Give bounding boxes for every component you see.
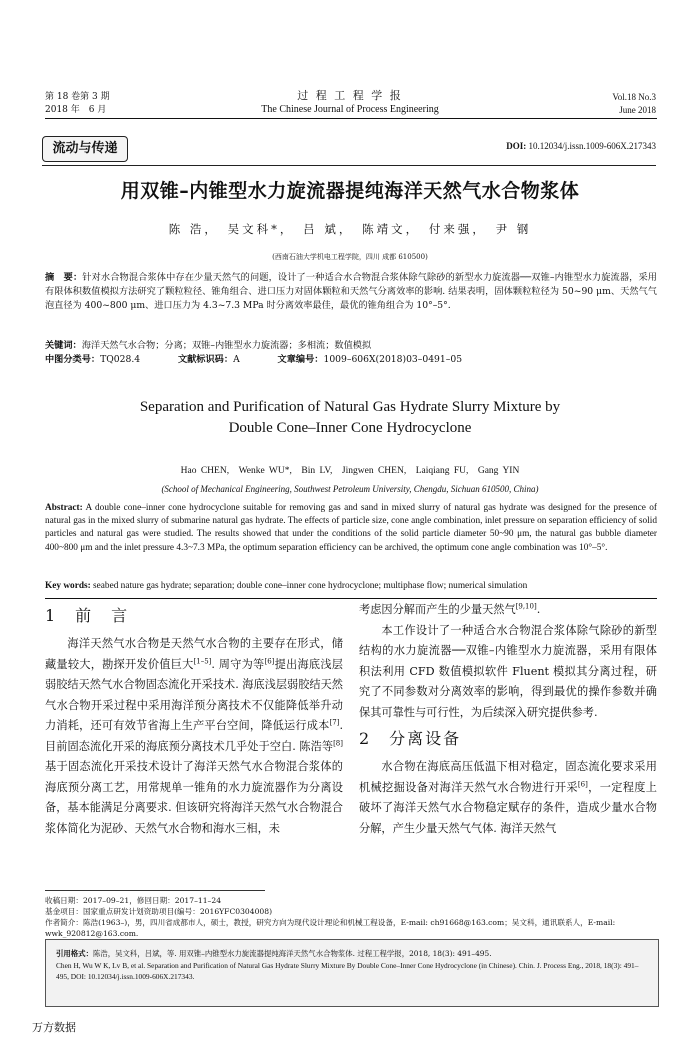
abstract-cn-label: 摘 要：: [45, 272, 83, 283]
header-rule: [45, 118, 657, 119]
citation-text: [56, 948, 648, 983]
watermark-wanfang: 万方数据: [32, 1021, 76, 1034]
section-2-paragraph-1: 水合物在海底高压低温下相对稳定，固态流化要求采用机械挖掘设备对海洋天然气水合物进行开采[6]，一定程度上破坏了海洋天然气水合物稳定赋存的条件，造成少量水合物分解，产生少量天然气气体. 海洋天然气: [359, 760, 657, 835]
title-cn: 用双锥–内锥型水力旋流器提纯海洋天然气水合物浆体: [120, 180, 580, 202]
keywords-en-text: seabed nature gas hydrate; separation; double cone–inner cone hydrocyclone; multiphase flow; numerical simulation: [93, 581, 528, 591]
classification-line: [45, 353, 657, 367]
section-1-paragraph-1: 海洋天然气水合物是天然气水合物的主要存在形式，储藏量较大，勘探开发价值巨大[1–5]. 周守为等[6]提出海底浅层弱胶结天然气水合物固态流化开采技术. 海底浅层弱胶结天然气水合物开采过程中采用海洋预分离技术不仅能降低举升动力消耗，还可有效节省海上生产平台空间，降低运行成本[7]. 目前固态流化开采的海底预分离技术几乎处于空白. 陈浩等[8]基于固态流化开采技术设计了海洋天然气水合物混合浆体的海底预分离工艺，用常规单一锥角的水力旋流器作为分离设备，基本能满足分离要求. 但该研究将海洋天然气水合物混合浆体简化为泥砂、天然气水合物和海水三相，未: [45, 637, 343, 835]
affiliation-en: (School of Mechanical Engineering, Southwest Petroleum University, Chengdu, Sichuan 610500, China): [161, 484, 539, 494]
section-1-paragraph-1-continued: 考虑因分解而产生的少量天然气[9,10].: [359, 602, 541, 616]
authors-en: Hao CHEN, Wenke WU*, Bin LV, Jingwen CHEN, Laiqiang FU, Gang YIN: [180, 466, 520, 476]
footnote-fund: 基金项目：国家重点研发计划资助项目(编号：2016YFC0304008): [45, 907, 273, 916]
title-en-line2: Double Cone–Inner Cone Hydrocyclone: [228, 420, 472, 436]
keywords-en: [45, 580, 657, 593]
keywords-cn-text: 海洋天然气水合物；分离；双锥–内锥型水力旋流器；多相流；数值模拟: [81, 340, 372, 351]
journal-name-en: The Chinese Journal of Process Engineering: [261, 104, 439, 115]
keywords-en-label: Key words:: [45, 581, 91, 591]
authors-cn: 陈 浩， 吴文科*， 吕 斌， 陈靖文， 付来强， 尹 钢: [168, 222, 532, 236]
keywords-cn: [45, 339, 657, 353]
affiliation-cn: (西南石油大学机电工程学院，四川 成都 610500): [272, 253, 428, 261]
article-no-value: 1009–606X(2018)03–0491–05: [323, 354, 463, 365]
citation-box: [45, 939, 659, 1007]
footnote-author-bio: 作者简介：陈浩(1963–)，男，四川省成都市人，硕士，教授，研究方向为现代设计理论和机械工程设备，E-mail: ch91668@163.com；吴文科，通讯联系人，E-mail: wwk_920812@163.com.: [45, 918, 616, 938]
header-date-cn: 2018 年 6 月: [45, 105, 107, 115]
body-left-column: [45, 606, 343, 839]
section-1-paragraph-2: 本工作设计了一种适合水合物混合浆体除气除砂的新型结构的水力旋流器──双锥–内锥型水力旋流器，采用有限体积法利用 CFD 数值模拟软件 Fluent 模拟其分离过程，研究了不同参数对分离效率的影响，得到最优的操作参数并确保其可靠性与可行性，为后续深入研究提供参考.: [359, 623, 657, 719]
abstract-en: [45, 502, 657, 555]
abstract-rule: [45, 598, 657, 599]
doccode-label: 文献标识码：: [177, 354, 234, 365]
citation-en: Chen H, Wu W K, Lv B, et al. Separation and Purification of Natural Gas Hydrate Slurry Mixture By Double Cone–Inner Cone Hydrocyclone (in Chinese). Chin. J. Process Eng., 2018, 18(3): 491–495, DOI: 10.12034/j.issn.1009-606X.217343.: [56, 960, 639, 981]
doi-value: 10.12034/j.issn.1009-606X.217343: [528, 141, 656, 151]
header-volume-en: Vol.18 No.3: [612, 92, 656, 102]
journal-name-cn: 过 程 工 程 学 报: [297, 89, 403, 102]
footnote-rule: [45, 890, 265, 891]
body-right-column: [359, 600, 657, 839]
title-en: [0, 397, 700, 439]
doccode-value: A: [233, 354, 240, 365]
abstract-cn: [45, 271, 657, 313]
section-1-heading: 1 前 言: [45, 606, 130, 625]
article-no-label: 文章编号：: [277, 354, 324, 365]
citation-label: 引用格式：: [56, 949, 93, 958]
title-en-line1: Separation and Purification of Natural Gas Hydrate Slurry Mixture by: [139, 399, 561, 415]
abstract-en-text: A double cone–inner cone hydrocyclone suitable for removing gas and sand in mixed slurry of natural gas hydrate was designed for the presence of natural gas in the mixed slurry of submarine natural gas hydrate. The effects of particle size, cone angle combination, inlet pressure on separation efficiency of solid particles and natural gas were studied. The results showed that under the conditions of the solid particle diameter 50~90 μm, the natural gas bubble diameter 400~800 μm and the inlet pressure 4.3~7.3 MPa, the optimum separation efficiency can be archived, the optimum cone angle combination was 10°–5°.: [45, 503, 657, 553]
header-date-en: June 2018: [619, 105, 656, 115]
clc-label: 中图分类号：: [45, 354, 101, 365]
badge-rule: [42, 165, 656, 166]
header-volume-cn: 第 18 卷第 3 期: [45, 92, 110, 102]
clc-value: TQ028.4: [100, 354, 141, 365]
section-badge: 流动与传递: [42, 136, 128, 162]
citation-cn: 陈浩，吴文科，吕斌，等. 用双锥–内锥型水力旋流器提纯海洋天然气水合物浆体. 过程工程学报，2018, 18(3): 491–495.: [92, 949, 492, 958]
abstract-en-label: Abstract:: [45, 503, 83, 513]
doi: [506, 141, 656, 151]
section-2-heading: 2 分离设备: [359, 729, 462, 748]
doi-label: DOI:: [506, 141, 527, 151]
footnote-received: 收稿日期：2017–09–21，修回日期：2017–11–24: [45, 896, 222, 905]
keywords-cn-label: 关键词：: [45, 340, 82, 351]
abstract-cn-text: 针对水合物混合浆体中存在少量天然气的问题，设计了一种适合水合物混合浆体除气除砂的新型水力旋流器──双锥–内锥型水力旋流器，采用有限体积数值模拟方法研究了颗粒粒径、锥角组合、进口压力对固体颗粒和天然气分离效率的影响. 结果表明，固体颗粒粒径为 50~90 μm、天然气气泡直径为 400~800 μm、进口压力为 4.3~7.3 MPa 时分离效率最佳，最优的锥角组合为 10°–5°.: [45, 272, 657, 311]
